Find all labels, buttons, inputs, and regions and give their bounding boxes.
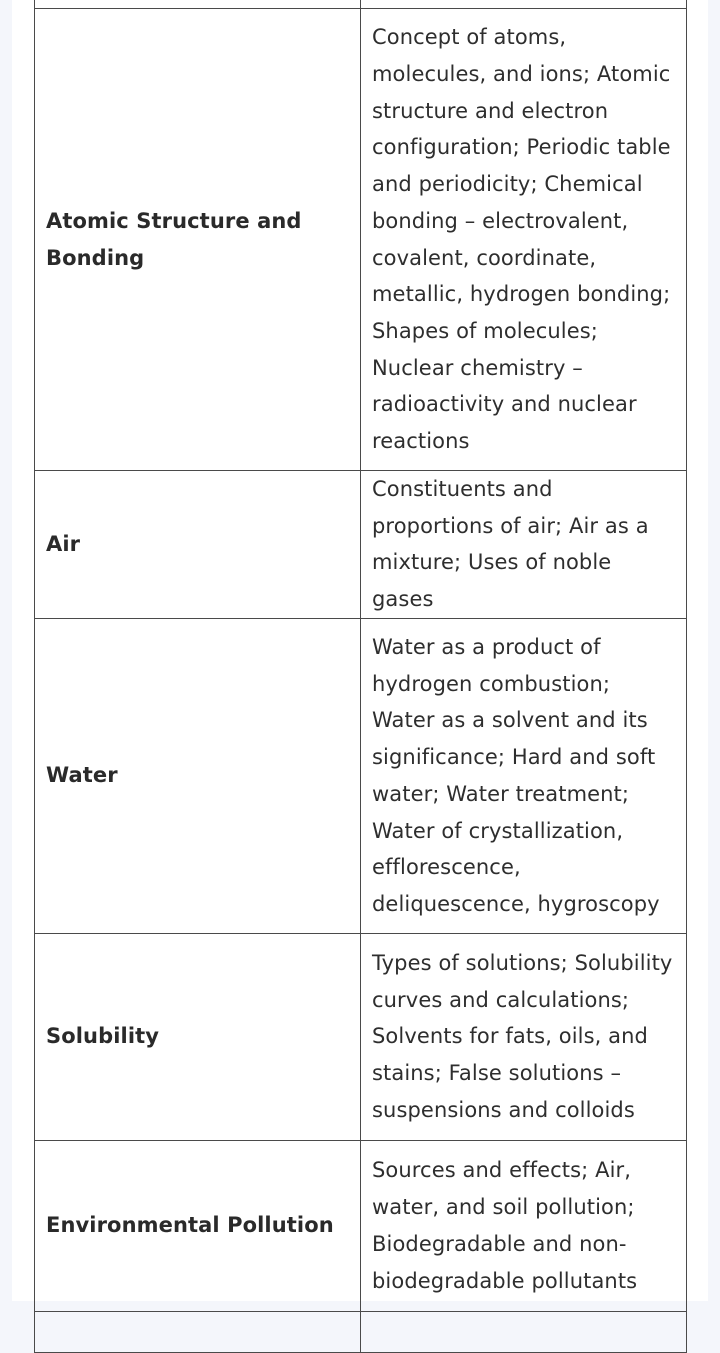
topic-cell: Solubility [35, 933, 361, 1140]
topic-cell: Water [35, 618, 361, 933]
table-row [35, 9, 687, 471]
table-row [35, 471, 687, 619]
table-row [35, 1311, 687, 1352]
description-cell: Sources and effects; Air, water, and soil pollution; Biodegradable and non-biodegradable pollutants [361, 1140, 687, 1311]
topic-cell: Air [35, 471, 361, 619]
topic-cell: Atomic Structure and Bonding [35, 9, 361, 471]
table-cell-partial [35, 0, 361, 9]
table-cell-partial [35, 1311, 361, 1352]
description-cell: Water as a product of hydrogen combustion; Water as a solvent and its significance; Hard and soft water; Water treatment; Water of crystallization, efflorescence, deliquescence, hygroscopy [361, 618, 687, 933]
table-row [35, 933, 687, 1140]
table-cell-partial [361, 1311, 687, 1352]
table-cell-partial [361, 0, 687, 9]
topic-cell: Environmental Pollution [35, 1140, 361, 1311]
table-row [35, 618, 687, 933]
description-cell: Types of solutions; Solubility curves and calculations; Solvents for fats, oils, and stains; False solutions – suspensions and colloids [361, 933, 687, 1140]
table-row [35, 0, 687, 9]
description-cell: Constituents and proportions of air; Air as a mixture; Uses of noble gases [361, 471, 687, 619]
syllabus-table [34, 0, 687, 1353]
description-cell: Concept of atoms, molecules, and ions; Atomic structure and electron configuration; Periodic table and periodicity; Chemical bonding – electrovalent, covalent, coordinate, metallic, hydrogen bonding; Shapes of molecules; Nuclear chemistry – radioactivity and nuclear reactions [361, 9, 687, 471]
table-row [35, 1140, 687, 1311]
